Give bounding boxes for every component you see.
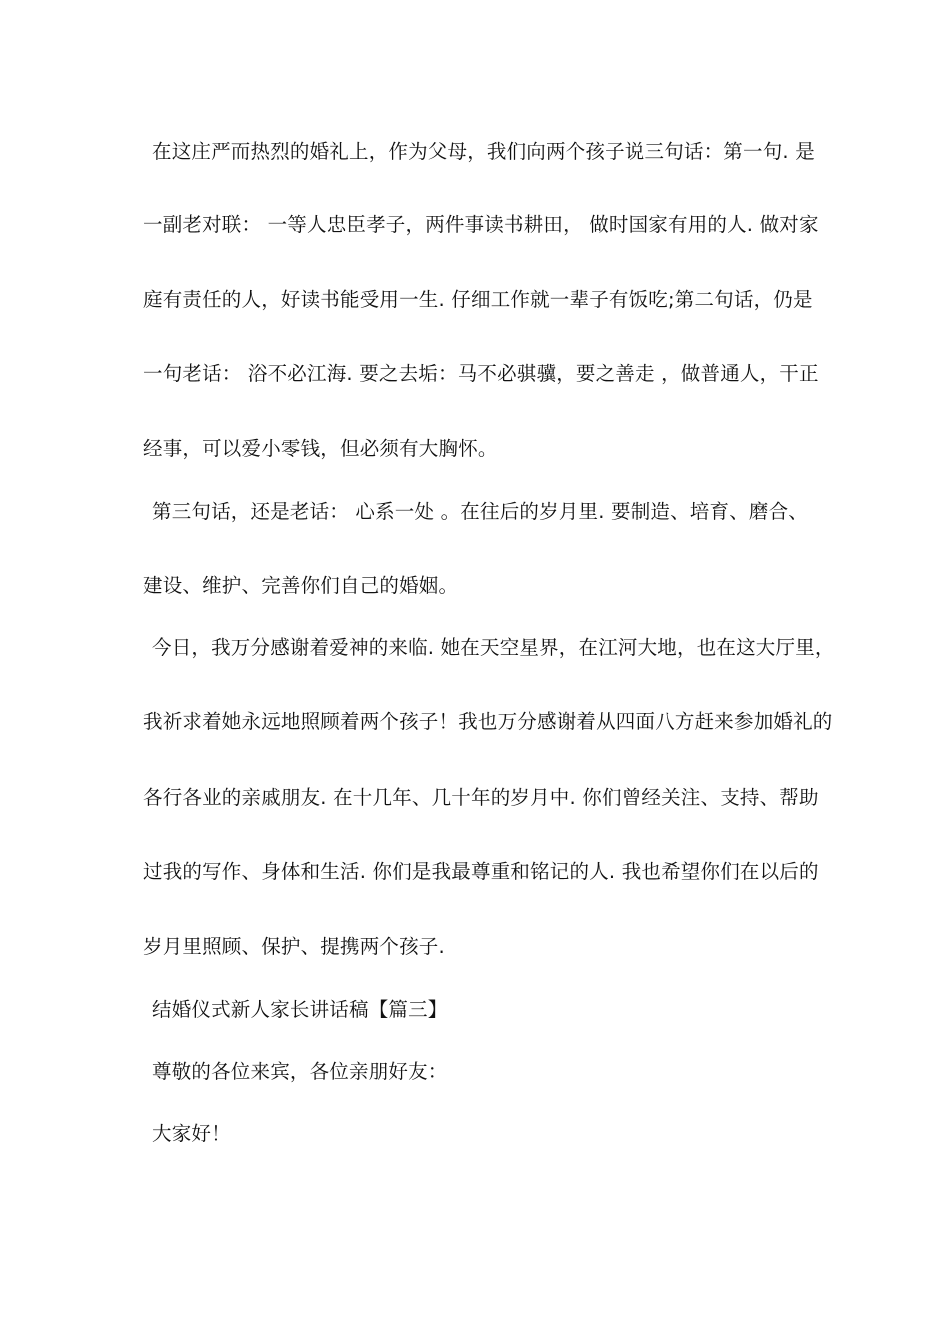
paragraph-line: 在这庄严而热烈的婚礼上，作为父母，我们向两个孩子说三句话：第一句. 是 — [152, 140, 815, 163]
paragraph-line: 我祈求着她永远地照顾着两个孩子！我也万分感谢着从四面八方赶来参加婚礼的 — [143, 710, 833, 733]
paragraph-line: 建设、维护、完善你们自己的婚姻。 — [143, 574, 459, 597]
paragraph-line: 第三句话，还是老话： 心系一处 。在往后的岁月里. 要制造、培育、磨合、 — [152, 500, 808, 523]
greeting: 大家好！ — [152, 1122, 231, 1145]
paragraph-line: 庭有责任的人，好读书能受用一生. 仔细工作就一辈子有饭吃;第二句话，仍是 — [143, 288, 813, 311]
paragraph-line: 今日，我万分感谢着爱神的来临. 她在天空星界，在江河大地，也在这大厅里， — [152, 636, 835, 659]
salutation: 尊敬的各位来宾，各位亲朋好友： — [152, 1060, 448, 1083]
paragraph-line: 岁月里照顾、保护、提携两个孩子. — [143, 935, 445, 958]
paragraph-line: 过我的写作、身体和生活. 你们是我最尊重和铭记的人. 我也希望你们在以后的 — [143, 860, 819, 883]
paragraph-line: 一句老话： 浴不必江海. 要之去垢：马不必骐骥，要之善走 ，做普通人，干正 — [143, 362, 819, 385]
paragraph-line: 各行各业的亲戚朋友. 在十几年、几十年的岁月中. 你们曾经关注、支持、帮助 — [143, 786, 819, 809]
paragraph-line: 一副老对联： 一等人忠臣孝子，两件事读书耕田， 做时国家有用的人. 做对家 — [143, 213, 819, 236]
section-heading: 结婚仪式新人家长讲话稿【篇三】 — [152, 998, 448, 1021]
paragraph-line: 经事，可以爱小零钱，但必须有大胸怀。 — [143, 437, 498, 460]
